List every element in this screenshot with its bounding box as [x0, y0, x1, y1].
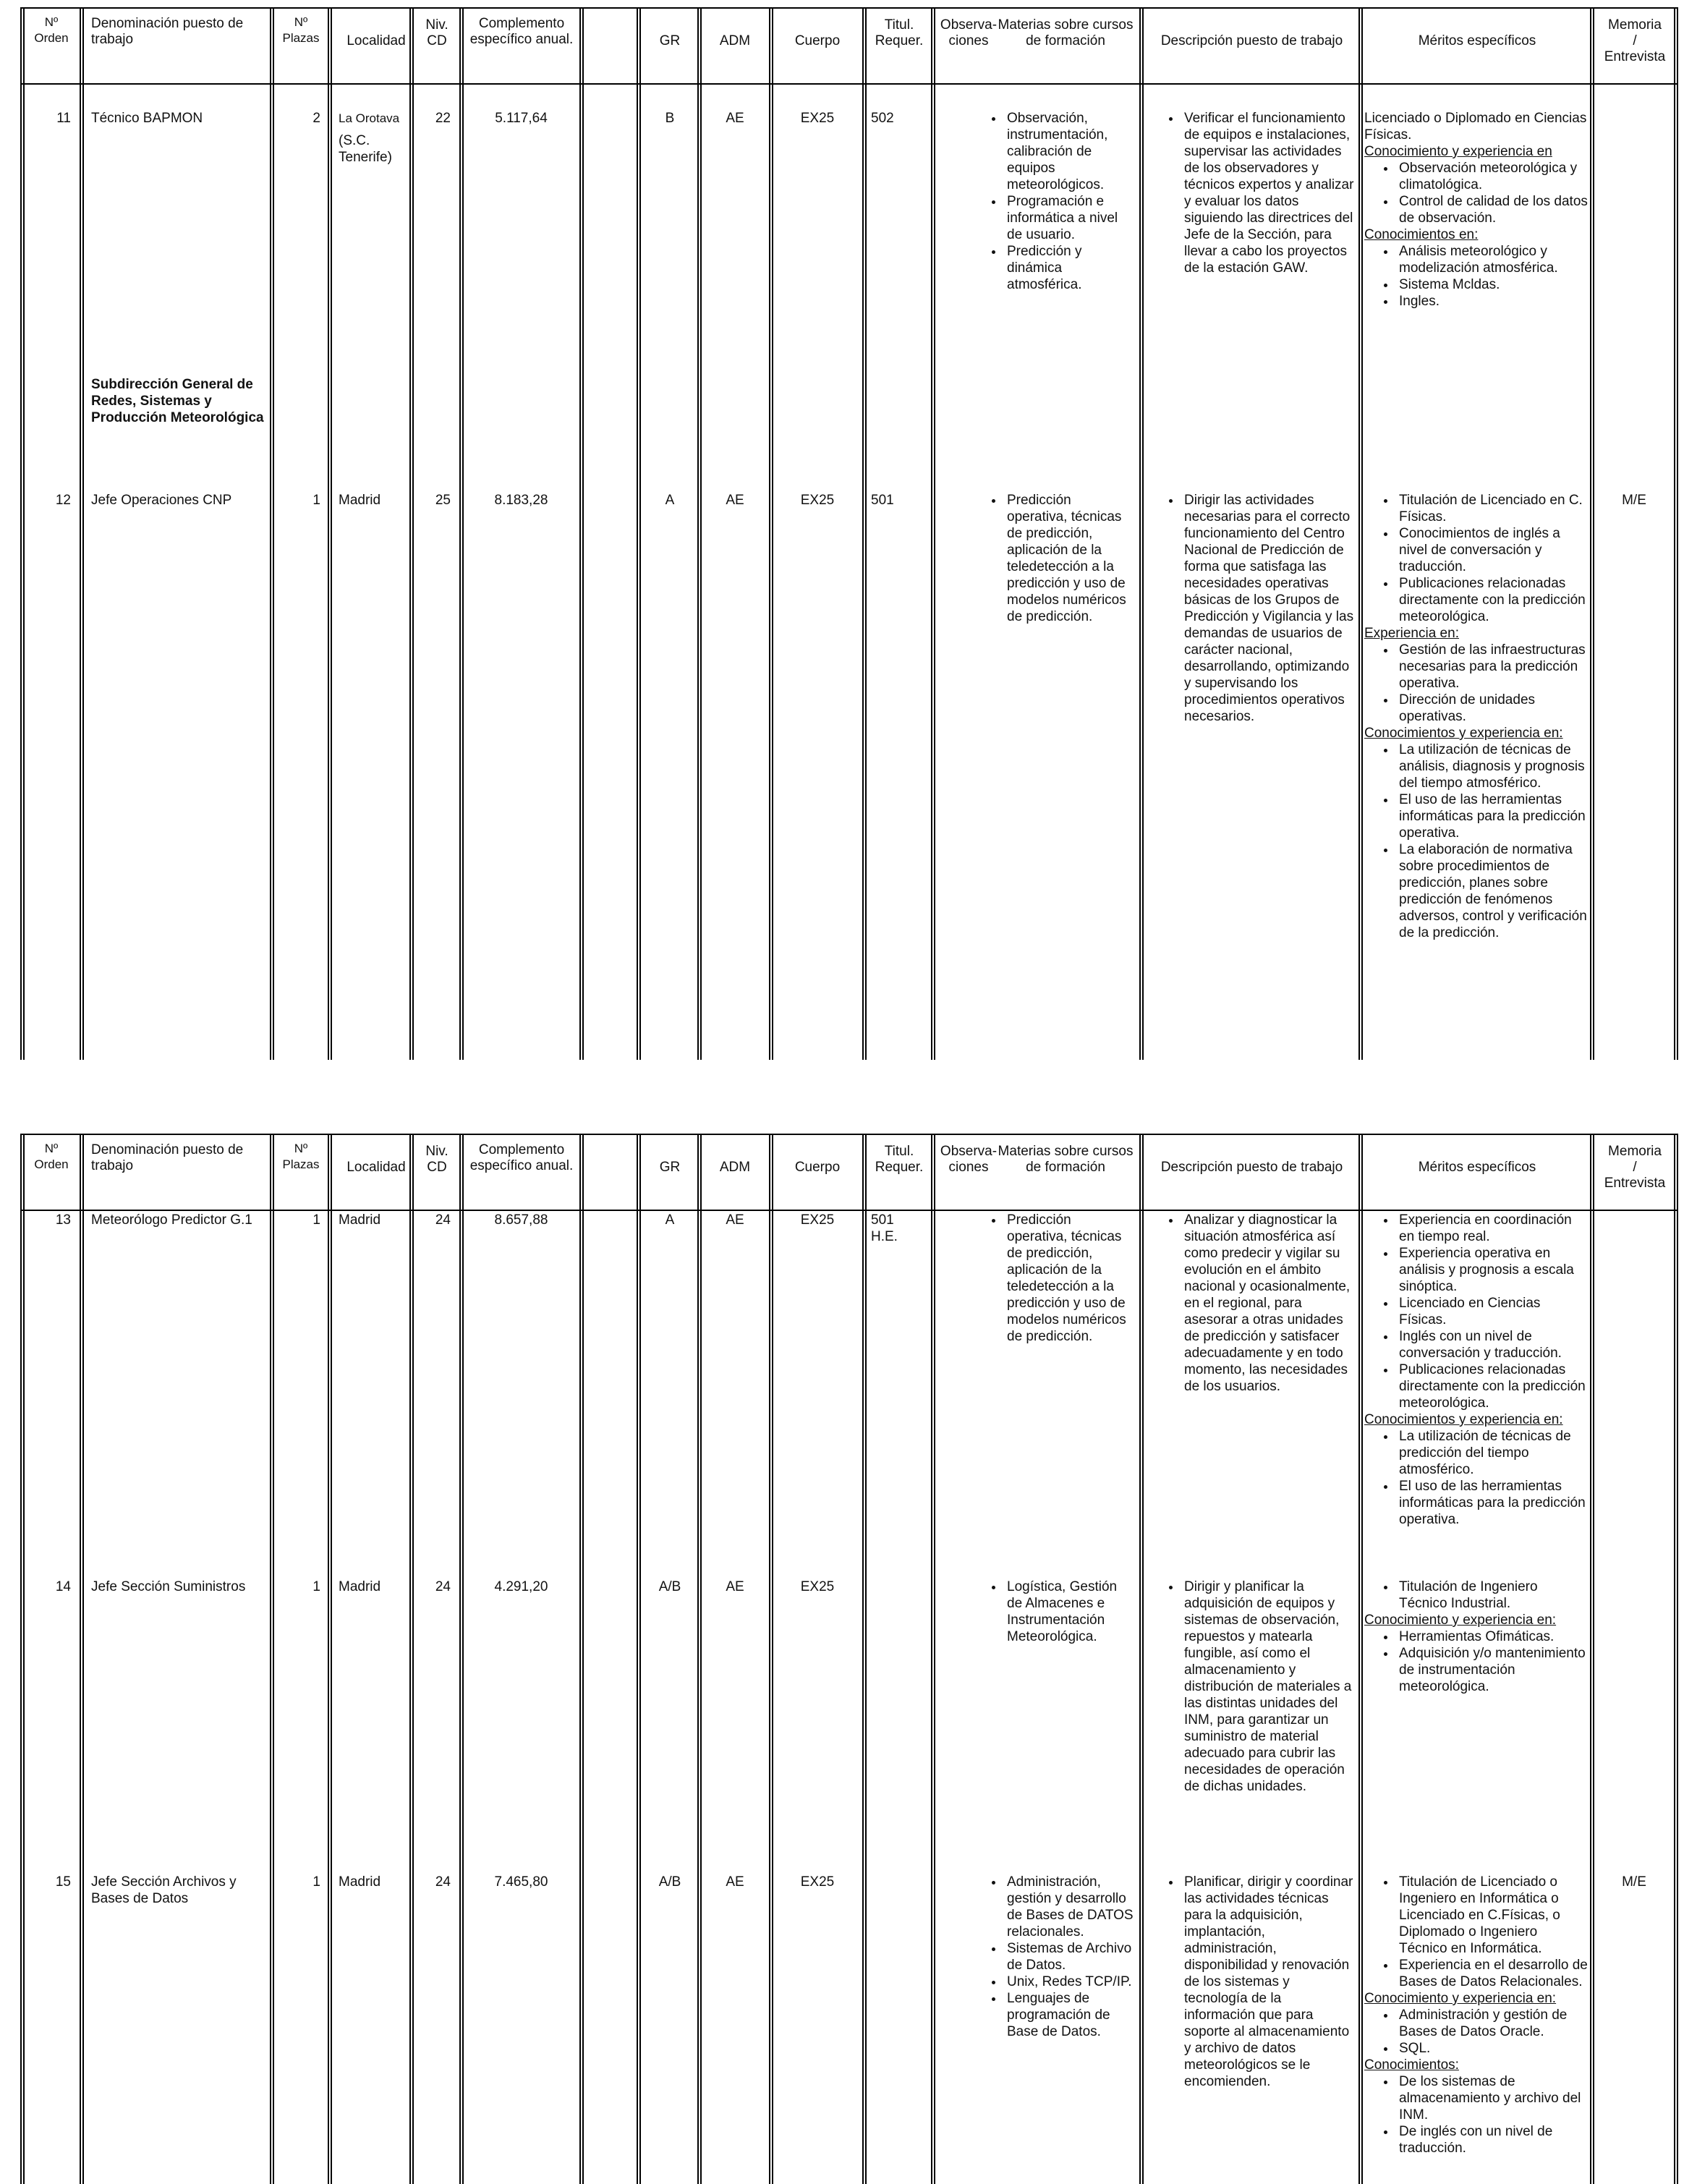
meritos-heading: Conocimiento y experiencia en	[1364, 144, 1552, 159]
list-item: • Predicción y dinámica atmosférica.	[1004, 243, 1134, 293]
header-adm: ADM	[719, 33, 751, 48]
list-item: • Conocimientos de inglés a nivel de conversación y traducción.	[1396, 525, 1589, 575]
list-item: • El uso de las herramientas informáticas para la predicción operativa.	[1396, 1478, 1589, 1528]
list-item: • Experiencia en el desarrollo de Bases de Datos Relacionales.	[1396, 1957, 1589, 1990]
list-item: • Inglés con un nivel de conversación y traducción.	[1396, 1328, 1589, 1361]
header-materias: Materias sobre cursos de formación	[998, 17, 1134, 48]
list-item: • Análisis meteorológico y modelización atmosférica.	[1396, 243, 1589, 276]
meritos-heading: Conocimientos en:	[1364, 227, 1479, 242]
list-item: • Titulación de Licenciado o Ingeniero en Informática o Licenciado en C.Físicas, o Diplomado o Ingeniero Técnico en Informática.	[1396, 1874, 1589, 1957]
list-item: • Herramientas Ofimáticas.	[1396, 1628, 1589, 1645]
header-complemento: Complemento específico anual.	[469, 16, 574, 47]
list-item: • Analizar y diagnosticar la situación atmosférica así como predecir y vigilar su evolución en el ámbito nacional y ocasionalmente, en el regional, para asesorar a otras unidades de predicción y satisfacer adecuadamente y en todo momento, las necesidades de los usuarios.	[1181, 1212, 1355, 1395]
row-denominacion: Jefe Sección Suministros	[91, 1579, 246, 1594]
row-gr: A/B	[658, 1579, 681, 1594]
row-observaciones: 501 H.E.	[871, 1212, 898, 1244]
meritos-heading: Conocimientos y experiencia en:	[1364, 1412, 1563, 1427]
row-localidad: Madrid	[339, 1212, 381, 1228]
list-item: • La utilización de técnicas de análisis, diagnosis y prognosis del tiempo atmosférico.	[1396, 742, 1589, 791]
list-item: • Predicción operativa, técnicas de predicción, aplicación de la teledetección a la predicción y uso de modelos numéricos de predicción.	[1004, 492, 1134, 625]
meritos-text: Licenciado o Diplomado en Ciencias Físicas.	[1364, 111, 1587, 143]
header-denominacion: Denominación puesto de trabajo	[91, 16, 244, 47]
header-orden: Nº Orden	[34, 15, 69, 45]
list-item: • De los sistemas de almacenamiento y archivo del INM.	[1396, 2073, 1589, 2123]
row-plazas: 2	[312, 111, 320, 126]
list-item: • Adquisición y/o mantenimiento de instrumentación meteorológica.	[1396, 1645, 1589, 1695]
list-item: • Sistema Mcldas.	[1396, 276, 1589, 293]
row-orden: 13	[55, 1212, 71, 1228]
list-item: • Lenguajes de programación de Base de Datos.	[1004, 1990, 1134, 2040]
header-localidad: Localidad	[346, 1160, 406, 1175]
row-nivel: 25	[435, 493, 451, 508]
row-cuerpo: EX25	[800, 111, 835, 126]
list-item: • Titulación de Licenciado en C. Físicas.	[1396, 492, 1589, 525]
row-denominacion: Meteorólogo Predictor G.1	[91, 1212, 252, 1228]
list-item: • Planificar, dirigir y coordinar las actividades técnicas para la adquisición, implantación, administración, disponibilidad y renovación de los sistemas y tecnología de la información que para soporte al almacenamiento y archivo de datos meteorológicos se le encomienden.	[1181, 1874, 1355, 2090]
header-localidad: Localidad	[346, 33, 406, 48]
header-meritos: Méritos específicos	[1418, 1160, 1536, 1175]
header-observaciones: Observa- ciones	[940, 1144, 998, 1175]
meritos-heading: Experiencia en:	[1364, 626, 1459, 641]
list-item: • Publicaciones relacionadas directamente con la predicción meteorológica.	[1396, 575, 1589, 625]
list-item: • Experiencia operativa en análisis y prognosis a escala sinóptica.	[1396, 1245, 1589, 1295]
row-plazas: 1	[312, 1874, 320, 1890]
row-plazas: 1	[312, 493, 320, 508]
list-item: • Unix, Redes TCP/IP.	[1004, 1973, 1134, 1990]
section-heading: Subdirección General de Redes, Sistemas y Producción Meteorológica	[91, 377, 264, 425]
row-gr: B	[665, 111, 675, 126]
header-denominacion: Denominación puesto de trabajo	[91, 1142, 244, 1173]
row-nivel: 22	[435, 111, 451, 126]
row-adm: AE	[726, 111, 744, 126]
row-gr: A/B	[658, 1874, 681, 1890]
row-memoria: M/E	[1622, 493, 1646, 508]
list-item: • Administración y gestión de Bases de Datos Oracle.	[1396, 2007, 1589, 2040]
list-item: • Gestión de las infraestructuras necesarias para la predicción operativa.	[1396, 642, 1589, 692]
header-nivel: Niv. CD	[425, 17, 448, 48]
list-item: • La elaboración de normativa sobre procedimientos de predicción, planes sobre predicción de fenómenos adversos, control y verificación de la predicción.	[1396, 841, 1589, 941]
header-memoria: Memoria / Entrevista	[1604, 17, 1666, 64]
row-complemento: 8.183,28	[494, 493, 548, 508]
row-cuerpo: EX25	[800, 1212, 835, 1228]
row-denominacion: Jefe Sección Archivos y Bases de Datos	[91, 1874, 237, 1906]
header-gr: GR	[659, 1160, 681, 1175]
list-item: • Programación e informática a nivel de usuario.	[1004, 193, 1134, 243]
list-item: • Predicción operativa, técnicas de predicción, aplicación de la teledetección a la predicción y uso de modelos numéricos de predicción.	[1004, 1212, 1134, 1345]
header-titul: Titul. Requer.	[875, 17, 924, 48]
row-gr: A	[665, 493, 675, 508]
meritos-heading: Conocimiento y experiencia en:	[1364, 1612, 1557, 1628]
row-adm: AE	[726, 1874, 744, 1890]
header-cuerpo: Cuerpo	[794, 33, 841, 48]
list-item: • Ingles.	[1396, 293, 1589, 310]
header-observaciones: Observa- ciones	[940, 17, 998, 48]
header-materias: Materias sobre cursos de formación	[998, 1144, 1134, 1175]
meritos-heading: Conocimientos:	[1364, 2057, 1459, 2073]
meritos-heading: Conocimiento y experiencia en:	[1364, 1991, 1557, 2006]
list-item: • Observación meteorológica y climatológica.	[1396, 160, 1589, 193]
row-orden: 15	[55, 1874, 71, 1890]
list-item: • Control de calidad de los datos de observación.	[1396, 193, 1589, 226]
row-nivel: 24	[435, 1212, 451, 1228]
row-localidad: Madrid	[339, 493, 381, 508]
row-denominacion: Técnico BAPMON	[91, 111, 203, 126]
row-denominacion: Jefe Operaciones CNP	[91, 493, 232, 508]
row-observaciones: 501	[871, 493, 894, 508]
row-cuerpo: EX25	[800, 1579, 835, 1594]
row-nivel: 24	[435, 1874, 451, 1890]
list-item: • SQL.	[1396, 2040, 1589, 2057]
table-bottom	[20, 1134, 1678, 2184]
list-item: • Logística, Gestión de Almacenes e Instrumentación Meteorológica.	[1004, 1578, 1134, 1645]
row-adm: AE	[726, 1212, 744, 1228]
row-localidad: Madrid	[339, 1874, 381, 1890]
row-orden: 14	[55, 1579, 71, 1594]
header-nivel: Niv. CD	[425, 1144, 448, 1175]
header-orden: Nº Orden	[34, 1142, 69, 1171]
row-localidad: La Orotava	[339, 111, 400, 125]
row-orden: 11	[56, 111, 71, 126]
row-complemento: 8.657,88	[494, 1212, 548, 1228]
row-localidad-extra: (S.C. Tenerife)	[339, 133, 392, 165]
header-plazas: Nº Plazas	[282, 1142, 320, 1171]
row-complemento: 4.291,20	[494, 1579, 548, 1594]
header-plazas: Nº Plazas	[282, 15, 320, 45]
header-gr: GR	[659, 33, 681, 48]
header-descripcion: Descripción puesto de trabajo	[1160, 33, 1343, 48]
list-item: • Observación, instrumentación, calibración de equipos meteorológicos.	[1004, 110, 1134, 193]
list-item: • Titulación de Ingeniero Técnico Industrial.	[1396, 1578, 1589, 1612]
row-orden: 12	[55, 493, 71, 508]
header-memoria: Memoria / Entrevista	[1604, 1144, 1666, 1191]
list-item: • Administración, gestión y desarrollo de Bases de DATOS relacionales.	[1004, 1874, 1134, 1940]
list-item: • Dirección de unidades operativas.	[1396, 692, 1589, 725]
header-titul: Titul. Requer.	[875, 1144, 924, 1175]
row-gr: A	[665, 1212, 675, 1228]
list-item: • Dirigir y planificar la adquisición de equipos y sistemas de observación, repuestos y matearla fungible, así como el almacenamiento y distribución de materiales a las distintas unidades del INM, para garantizar un suministro de material adecuado para cubrir las necesidades de operación de dichas unidades.	[1181, 1578, 1355, 1795]
row-observaciones: 502	[871, 111, 894, 126]
header-meritos: Méritos específicos	[1418, 33, 1536, 48]
row-cuerpo: EX25	[800, 493, 835, 508]
list-item: • De inglés con un nivel de traducción.	[1396, 2123, 1589, 2157]
list-item: • Sistemas de Archivo de Datos.	[1004, 1940, 1134, 1973]
list-item: • La utilización de técnicas de predicción del tiempo atmosférico.	[1396, 1428, 1589, 1478]
list-item: • Verificar el funcionamiento de equipos e instalaciones, supervisar las actividades de los observadores y técnicos expertos y analizar y evaluar los datos siguiendo las directrices del Jefe de la Sección, para llevar a cabo los proyectos de la estación GAW.	[1181, 110, 1355, 276]
row-nivel: 24	[435, 1579, 451, 1594]
header-adm: ADM	[719, 1160, 751, 1175]
row-complemento: 7.465,80	[494, 1874, 548, 1890]
list-item: • Dirigir las actividades necesarias para el correcto funcionamiento del Centro Nacional de Predicción de forma que satisfaga las necesidades operativas básicas de los Grupos de Predicción y Vigilancia y las demandas de usuarios de carácter nacional, desarrollando, optimizando y supervisando los procedimientos operativos necesarios.	[1181, 492, 1355, 725]
row-adm: AE	[726, 1579, 744, 1594]
list-item: • Licenciado en Ciencias Físicas.	[1396, 1295, 1589, 1328]
row-plazas: 1	[312, 1579, 320, 1594]
list-item: • El uso de las herramientas informáticas para la predicción operativa.	[1396, 791, 1589, 841]
list-item: • Publicaciones relacionadas directamente con la predicción meteorológica.	[1396, 1361, 1589, 1411]
list-item: • Experiencia en coordinación en tiempo real.	[1396, 1212, 1589, 1245]
row-localidad: Madrid	[339, 1579, 381, 1594]
header-descripcion: Descripción puesto de trabajo	[1160, 1160, 1343, 1175]
row-complemento: 5.117,64	[495, 111, 548, 126]
row-plazas: 1	[312, 1212, 320, 1228]
table-top	[20, 7, 1678, 1060]
row-cuerpo: EX25	[800, 1874, 835, 1890]
meritos-heading: Conocimientos y experiencia en:	[1364, 726, 1563, 741]
header-cuerpo: Cuerpo	[794, 1160, 841, 1175]
row-adm: AE	[726, 493, 744, 508]
header-complemento: Complemento específico anual.	[469, 1142, 574, 1173]
row-memoria: M/E	[1622, 1874, 1646, 1890]
